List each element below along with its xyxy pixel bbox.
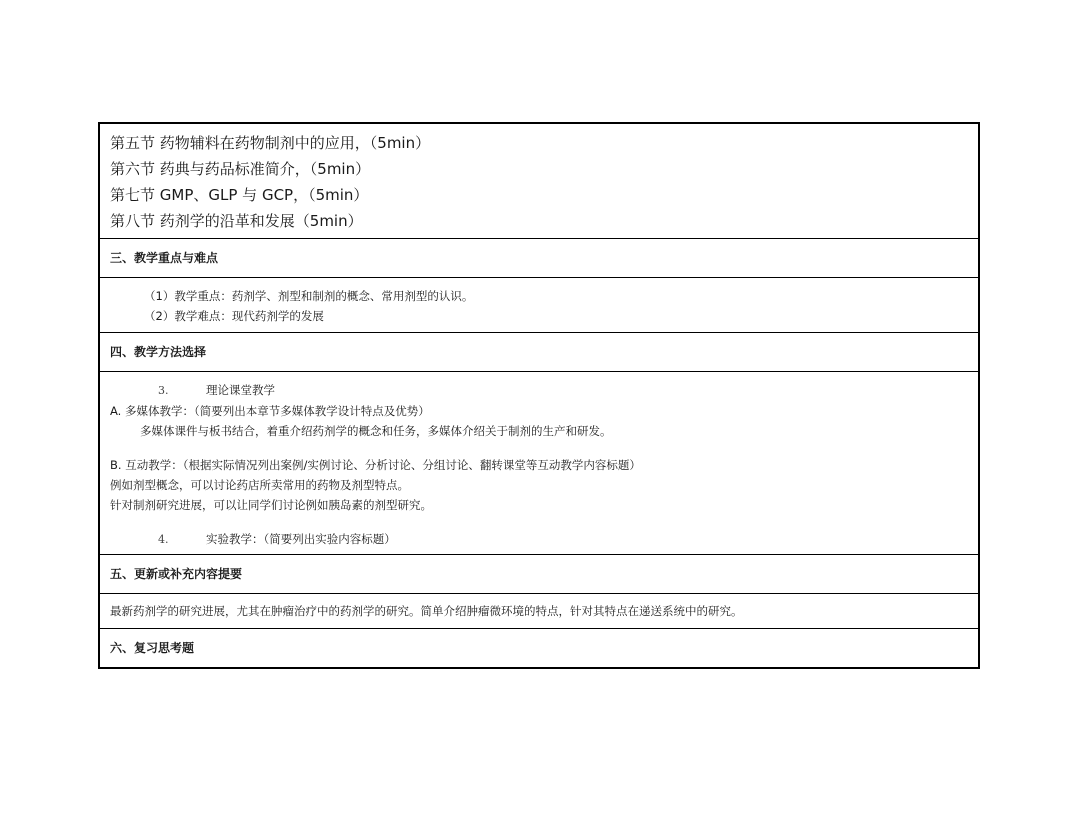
- section-item: 第五节 药物辅料在药物制剂中的应用，（5min）: [110, 134, 431, 152]
- item-label: 理论课堂教学: [206, 383, 275, 397]
- section-item: 第七节 GMP、GLP 与 GCP，（5min）: [110, 186, 369, 204]
- lesson-plan-table: [98, 122, 980, 669]
- heading-methods: 四、教学方法选择: [100, 332, 978, 371]
- method-b-title: B. 互动教学：（根据实际情况列出案例/实例讨论、分析讨论、分组讨论、翻转课堂等互动教学内容标题）: [110, 458, 641, 472]
- methods-block: [100, 371, 978, 554]
- item-number: 3.: [158, 384, 169, 397]
- update-text: [100, 593, 978, 628]
- method-item-4: [110, 529, 968, 550]
- heading-update: 五、更新或补充内容提要: [100, 554, 978, 593]
- method-b-text: 针对制剂研究进展，可以让同学们讨论例如胰岛素的剂型研究。: [110, 498, 432, 512]
- item-label: 实验教学：（简要列出实验内容标题）: [206, 532, 396, 546]
- heading-review: 六、复习思考题: [100, 628, 978, 667]
- method-a-title: A. 多媒体教学：（简要列出本章节多媒体教学设计特点及优势）: [110, 404, 430, 418]
- heading-key-points: 三、教学重点与难点: [100, 238, 978, 277]
- section-item: 第八节 药剂学的沿革和发展（5min）: [110, 212, 363, 230]
- method-a-text: 多媒体课件与板书结合，着重介绍药剂学的概念和任务，多媒体介绍关于制剂的生产和研发。: [140, 424, 612, 438]
- method-b-text: 例如剂型概念，可以讨论药店所卖常用的药物及剂型特点。: [110, 478, 409, 492]
- update-paragraph: 最新药剂学的研究进展，尤其在肿瘤治疗中的药剂学的研究。简单介绍肿瘤微环境的特点，针对其特点在递送系统中的研究。: [110, 604, 743, 618]
- method-item-3: [110, 380, 968, 401]
- sections-list: [100, 124, 978, 238]
- item-number: 4.: [158, 533, 169, 546]
- key-point-item: （2）教学难点：现代药剂学的发展: [144, 309, 324, 323]
- key-points: [100, 277, 978, 332]
- key-point-item: （1）教学重点：药剂学、剂型和制剂的概念、常用剂型的认识。: [144, 289, 474, 303]
- section-item: 第六节 药典与药品标准简介，（5min）: [110, 160, 371, 178]
